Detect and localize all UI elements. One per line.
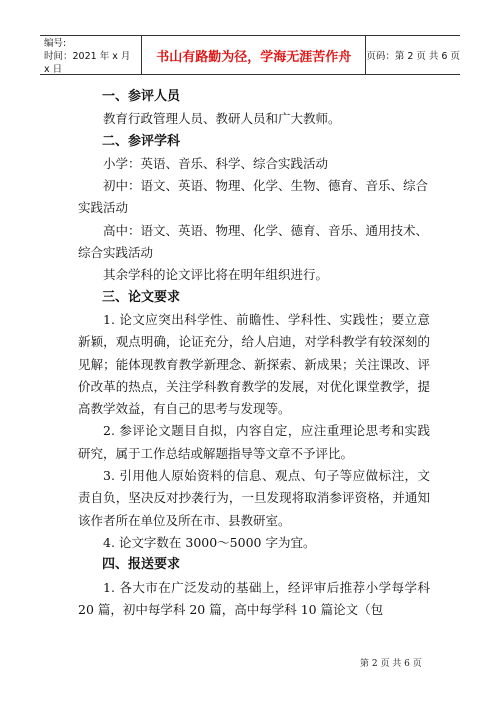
section-heading: 四、报送要求 — [102, 557, 181, 573]
paragraph: 教育行政管理人员、教研人员和广大教师。 — [103, 111, 341, 127]
paragraph: 1. 各大市在广泛发动的基础上，经评审后推荐小学每学科 20 篇，初中每学科 20 篇，高中每学科 10 篇论文（包 — [78, 579, 430, 617]
section-heading: 二、参评学科 — [102, 133, 181, 149]
header-meta — [40, 36, 142, 74]
page-footer: 第 2 页 共 6 页 — [360, 659, 422, 669]
number-label: 编号: — [44, 38, 67, 49]
time-label: 时间：2021 年 x 月 x 日 — [44, 51, 131, 75]
document-body — [78, 86, 430, 621]
paragraph: 初中：语文、英语、物理、化学、生物、德育、音乐、综合实践活动 — [78, 178, 429, 216]
header-page-info: 页码：第 2 页 共 6 页 — [366, 51, 460, 62]
motto: 书山有路勤为径，学海无涯苦作舟 — [142, 36, 366, 74]
paragraph: 小学：英语、音乐、科学、综合实践活动 — [103, 155, 329, 171]
section-heading: 一、参评人员 — [102, 89, 181, 104]
section-heading: 三、论文要求 — [102, 289, 181, 305]
paragraph: 其余学科的论文评比将在明年组织进行。 — [103, 267, 329, 283]
paragraph: 2. 参评论文题目自拟，内容自定，应注重理论思考和实践研究，属于工作总结或解题指导等文章不予评比。 — [78, 423, 430, 461]
page-header — [40, 35, 460, 75]
paragraph: 3. 引用他人原始资料的信息、观点、句子等应做标注，文责自负，坚决反对抄袭行为，一旦发现将取消参评资格，并通知该作者所在单位及所在市、县教研室。 — [78, 468, 430, 528]
paragraph: 4. 论文字数在 3000～5000 字为宜。 — [103, 534, 316, 550]
paragraph: 1. 论文应突出科学性、前瞻性、学科性、实践性；要立意新颖，观点明确，论证充分，给人启迪，对学科教学有较深刻的见解；能体现教育教学新理念、新探索、新成果；关注课改、评价改革的热点，关注学科教育教学的发展，对优化课堂教学，提高教学效益，有自己的思考与发现等。 — [78, 311, 430, 417]
paragraph: 高中：语文、英语、物理、化学、德育、音乐、通用技术、综合实践活动 — [78, 222, 429, 261]
